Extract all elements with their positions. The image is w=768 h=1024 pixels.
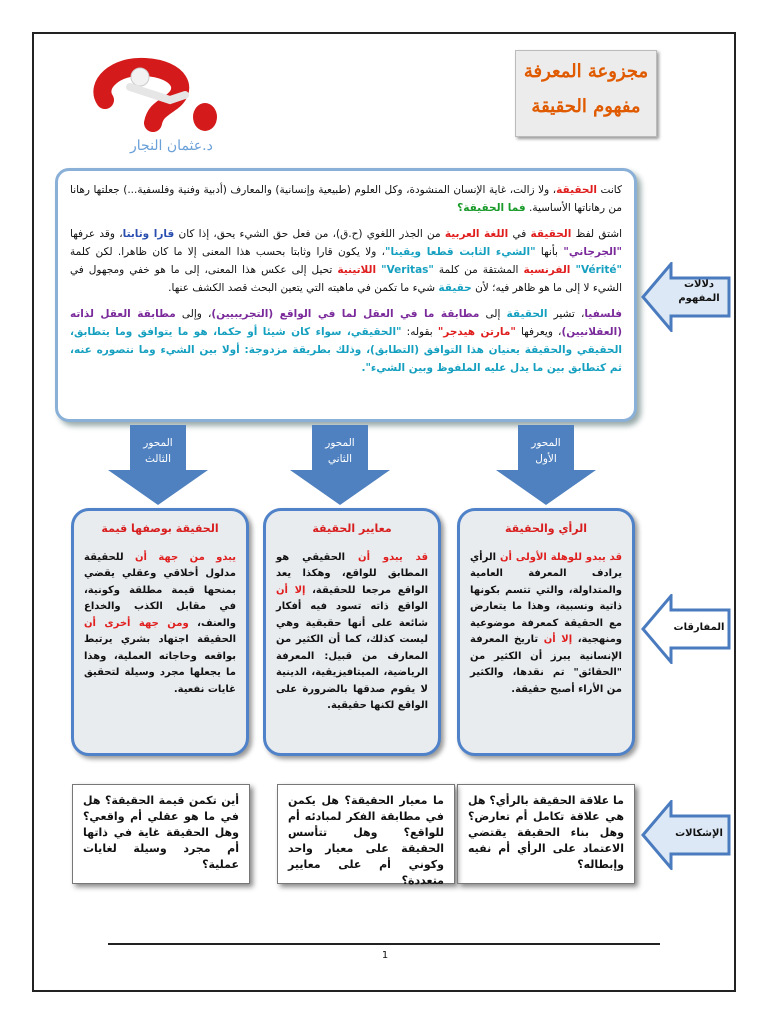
author-signature: د.عثمان النجار [130,138,213,154]
intro-paragraph-1: كانت الحقيقة، ولا زالت، غاية الإنسان المنشودة، وكل العلوم (طبيعية وإنسانية) والمعارف (أدبية وفنية وفلسفية...) جعلتها رهانا من رهاناتها الأساسية. فما الحقيقة؟ [70,184,622,214]
axis-arrow-3 [108,425,208,505]
title-box [515,50,657,137]
column-heading: معايير الحقيقة [312,522,392,535]
column-text: قد يبدو للوهلة الأولى أن الرأي يرادف المعرفة العامية والمتداولة، والتي تتسم بكونها ذاتية ونسبية، وهذا ما يتعارض مع الحقيقة كمعرفة موضوعية ومنهجية، إلا أن تاريخ المعرفة الإنسانية يبرز أن الكثير من "الحقائق" تم نقدها، والكثير من الأراء أصبح حقيقة. [470,551,622,695]
page-number: 1 [381,950,389,961]
column-heading: الرأي والحقيقة [504,522,588,535]
question-mark-logo [85,55,225,140]
intro-paragraph-3: فلسفيا، تشير الحقيقة إلى مطابقة ما في العقل لما في الواقع (التجريبيين)، وإلى مطابقة العقل لذاته (العقلانيين)، ويعرفها "مارتن هيدجر" بقوله: "الحقيقي، سواء كان شيئا أو حكما، هو ما يتوافق وما يتطابق، الحقيقي والحقيقة يعنيان هذا التوافق (التطابق)، وذلك بطريقة مزدوجة: أولا بين الشيء وما نتصوره عنه، ثم كتطابق بين ما يدل عليه الملفوظ وبين الشيء". [70,308,622,374]
arrow-label-ishkalat: الإشكالات [675,828,723,839]
axis-label-2: المحور الثاني [325,437,355,465]
concept-title: مفهوم الحقيقة [531,96,641,117]
arrow-dalalat [641,262,731,332]
axis-arrow-2 [290,425,390,505]
column-text: يبدو من جهة أن للحقيقة مدلول أخلاقي وعقلي يقضي بمنحها قيمة مطلقة وكونية، في مقابل الكذب والخداع والعنف، ومن جهة أخرى أن الحقيقة اجتهاد بشري يرتبط بواقعه وحاجاته العملية، وهذا ما يجعلها مجرد وسيلة لتحقيق غايات نفعية. [84,551,236,695]
arrow-mufaraqat [641,594,731,664]
module-title: مجزوعة المعرفة [523,61,649,82]
column-value [71,508,249,756]
axis-arrow-1 [496,425,596,505]
column-text: قد يبدو أن الحقيقي هو المطابق للواقع، وهكذا يعد الواقع مرجعا للحقيقة، إلا أن الواقع ذاته تسود فيه أفكار شائعة على أنها حقيقية وهي ليست كذلك، كما أن الكثير من المعارف من قبيل: المعرفة الرياضية، الميتافيزيقية، الدينية لا يقوم صدقها بالضرورة على الواقع لكنها حقيقية. [276,551,428,711]
arrow-ishkalat [641,800,731,870]
question-box-3: أين تكمن قيمة الحقيقة؟ هل في ما هو عقلي أم واقعي؟ وهل الحقيقة غاية في ذاتها أم مجرد وسيلة لغايات عملية؟ [72,784,250,884]
axis-label-1: المحور الأول [531,437,561,465]
intro-paragraph-2: اشتق لفظ الحقيقة في اللغة العربية من الجذر اللغوي (ح.ق)، من فعل حق الشيء يحق، إذا كان قارا وثابتا، وقد عرفها "الجرجاني" بأنها "الشيء الثابت قطعا ويقينا"، ولا يكون قارا وثابتا بحسب هذا المعنى إلا ما كان ظاهرا. لكن كلمة "Vérité" الفرنسية المشتقة من كلمة "Veritas" اللاتينية تحيل إلى عكس هذا المعنى، إلى ما هو خفي ومجهول في الشيء لا إلى ما هو ظاهر فيه؛ لأن حقيقة شيء ما تكمن في ماهيته التي يتعين البحث قصد الكشف عنها. [70,228,623,294]
question-box-2: ما معيار الحقيقة؟ هل يكمن في مطابقة الفكر لمبادئه أم للواقع؟ وهل تتأسس الحقيقة على معيار واحد وكوني أم على معايير متعددة؟ [277,784,455,884]
column-criteria [263,508,441,756]
arrow-label-dalalat: دلالات المفهوم [678,279,720,304]
column-opinion-truth [457,508,635,756]
column-heading: الحقيقة بوصفها قيمة [101,522,219,535]
question-box-1: ما علاقة الحقيقة بالرأي؟ هل هي علاقة تكامل أم تعارض؟ وهل بناء الحقيقة يقتضي الاعتماد على الرأي أم نفيه وإبطاله؟ [457,784,635,884]
axis-label-3: المحور الثالث [143,437,173,465]
arrow-label-mufaraqat: المفارقات [673,622,725,633]
intro-panel [55,168,637,422]
footer-divider [108,943,660,945]
